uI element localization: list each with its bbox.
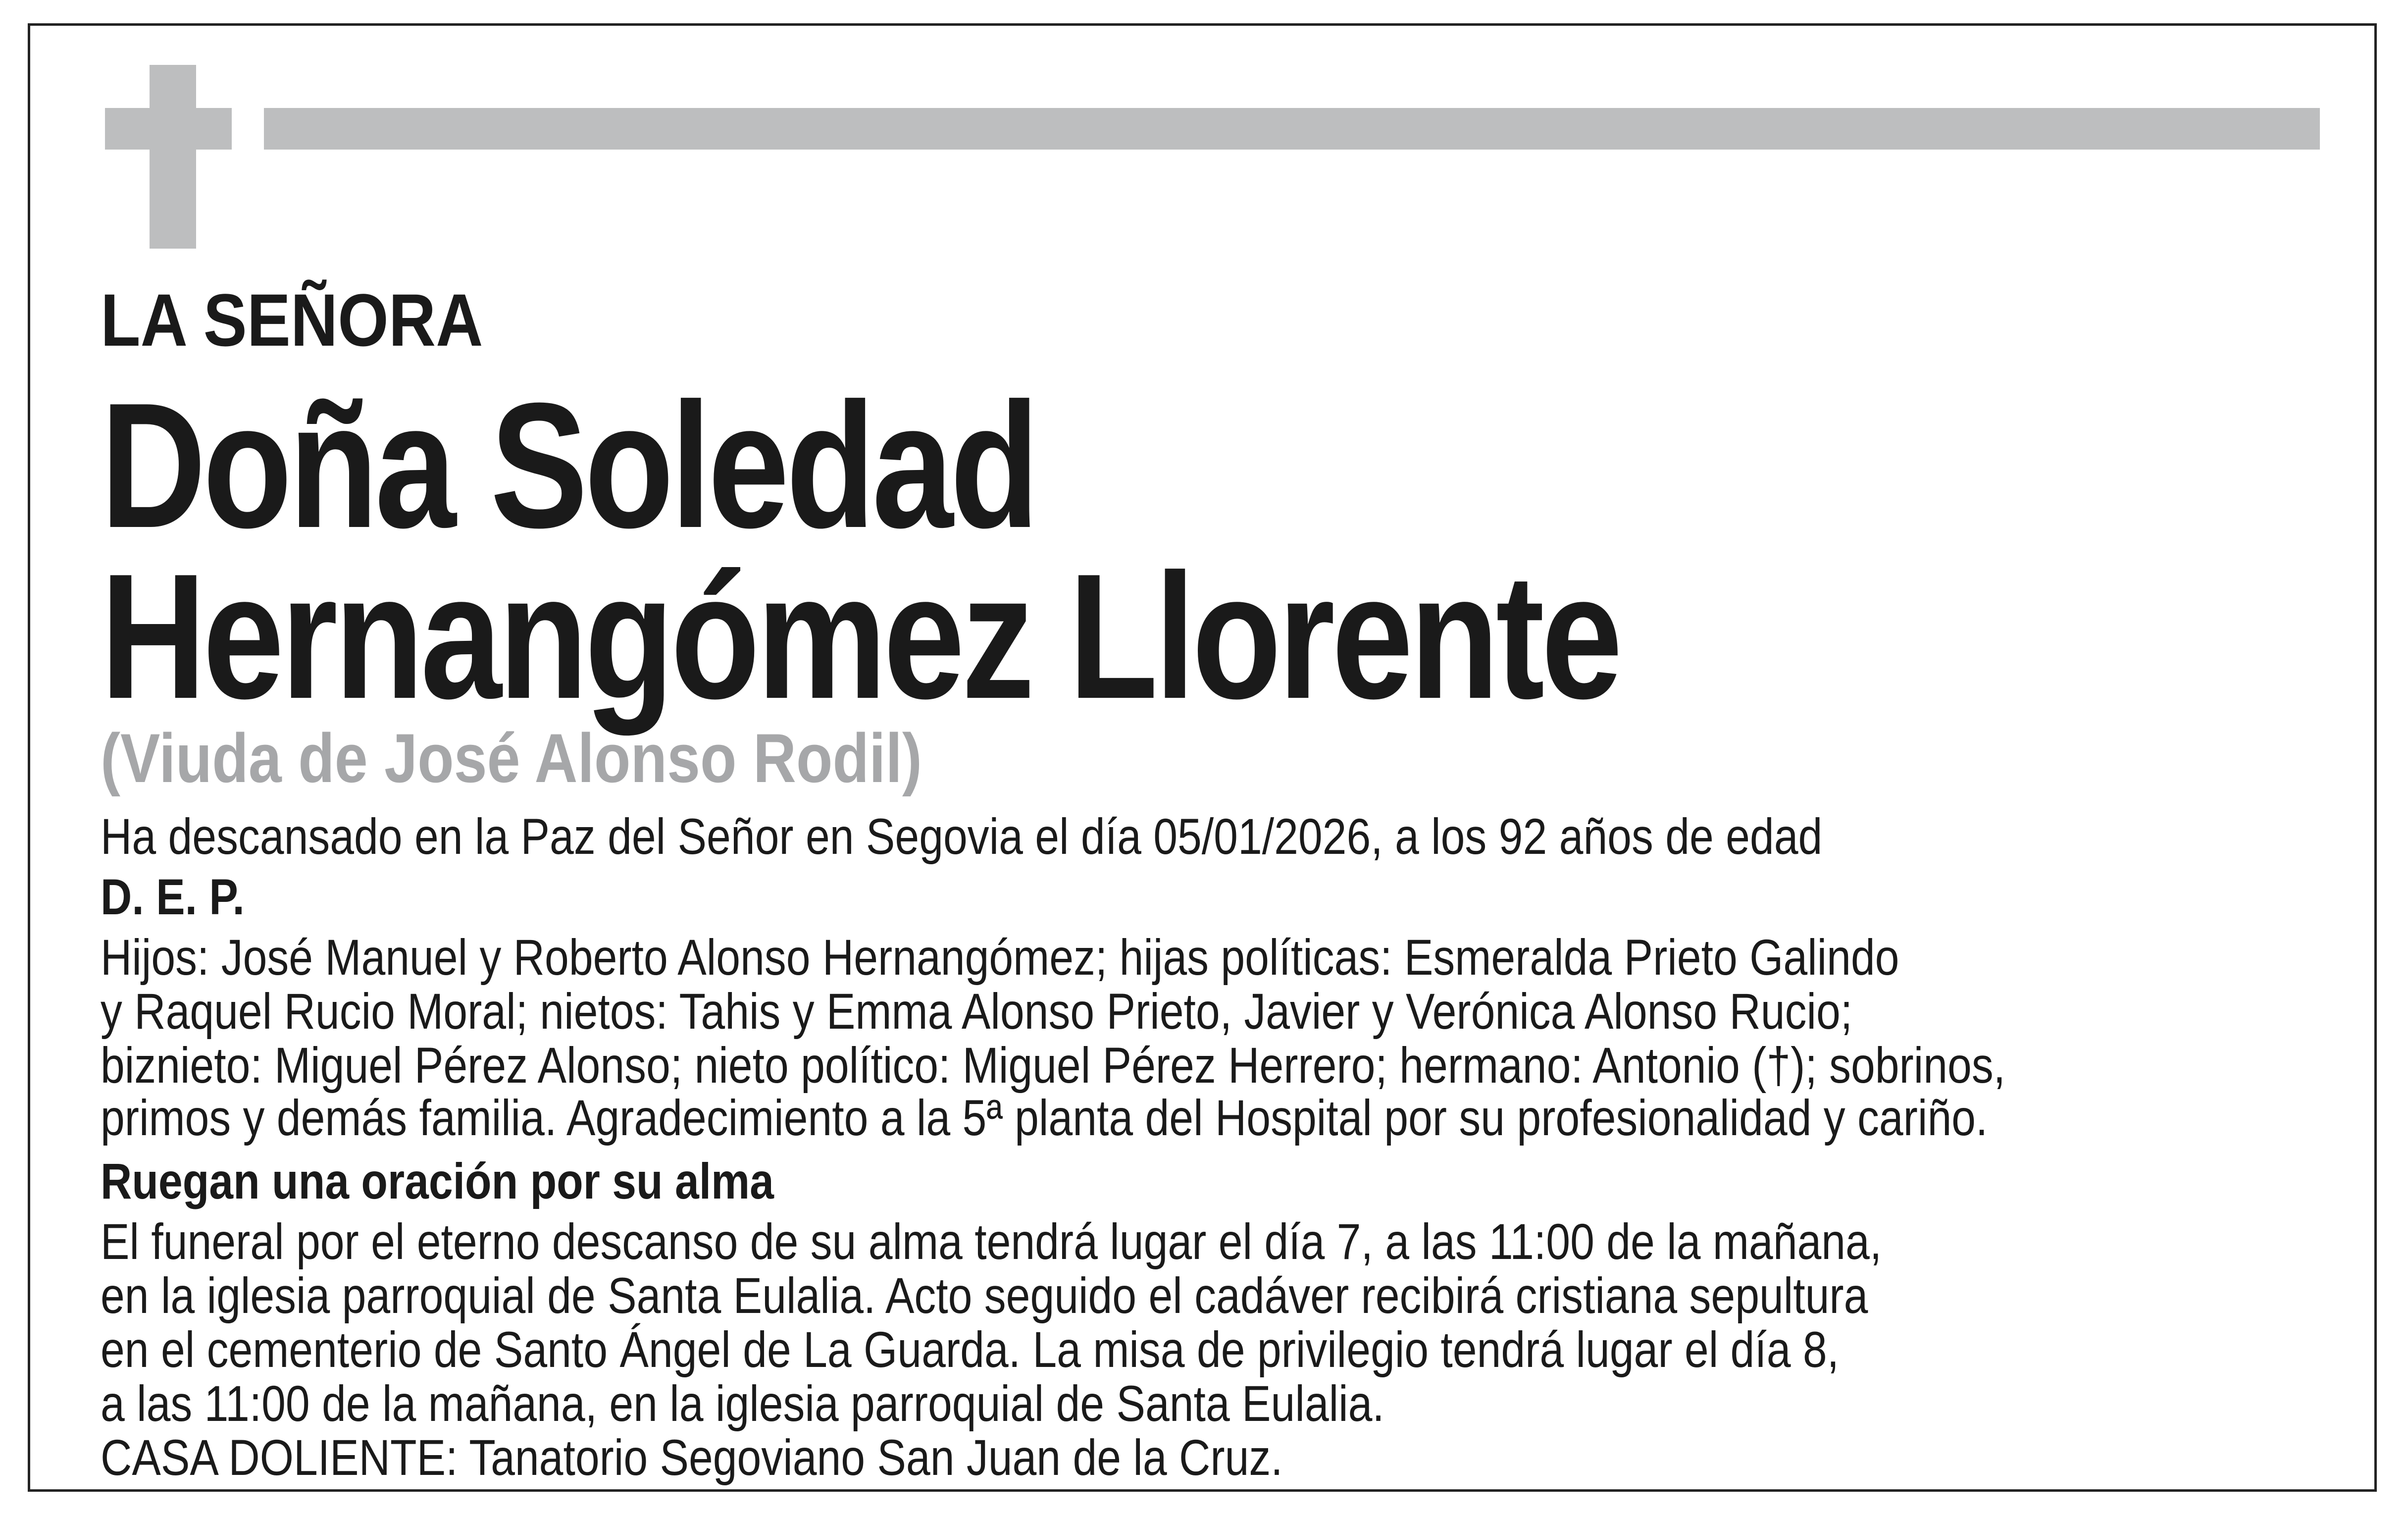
funeral-home: CASA DOLIENTE: Tanatorio Segoviano San Juan de la Cruz. [101, 1429, 1283, 1486]
dep: D. E. P. [101, 869, 245, 925]
funeral-line: en la iglesia parroquial de Santa Eulalia. Acto seguido el cadáver recibirá cristiana sepultura [101, 1267, 1868, 1324]
header-rule [264, 108, 2320, 150]
death-notice: Ha descansado en la Paz del Señor en Segovia el día 05/01/2026, a los 92 años de edad [101, 808, 1823, 865]
family-line: y Raquel Rucio Moral; nietos: Tahis y Emma Alonso Prieto, Javier y Verónica Alonso Rucio; [101, 983, 1853, 1040]
cross-icon-horizontal [105, 108, 232, 150]
family-line: Hijos: José Manuel y Roberto Alonso Hernangómez; hijas políticas: Esmeralda Prieto Galindo [101, 929, 1899, 986]
prayer-request: Ruegan una oración por su alma [101, 1153, 774, 1209]
title-prefix: LA SEÑORA [101, 278, 483, 362]
funeral-line: El funeral por el eterno descanso de su alma tendrá lugar el día 7, a las 11:00 de la mañana, [101, 1213, 1882, 1270]
widow-of: (Viuda de José Alonso Rodil) [101, 719, 922, 797]
deceased-name-line1: Doña Soledad [101, 366, 1036, 565]
deceased-name-line2: Hernangómez Llorente [101, 537, 1620, 736]
family-line: primos y demás familia. Agradecimiento a la 5ª planta del Hospital por su profesionalidad y cariño. [101, 1090, 1988, 1146]
funeral-line: en el cementerio de Santo Ángel de La Guarda. La misa de privilegio tendrá lugar el día 8, [101, 1321, 1840, 1378]
family-line: biznieto: Miguel Pérez Alonso; nieto político: Miguel Pérez Herrero; hermano: Antonio (†); sobrinos, [101, 1037, 2006, 1094]
funeral-line: a las 11:00 de la mañana, en la iglesia parroquial de Santa Eulalia. [101, 1375, 1384, 1432]
cross-icon-vertical [150, 65, 196, 249]
